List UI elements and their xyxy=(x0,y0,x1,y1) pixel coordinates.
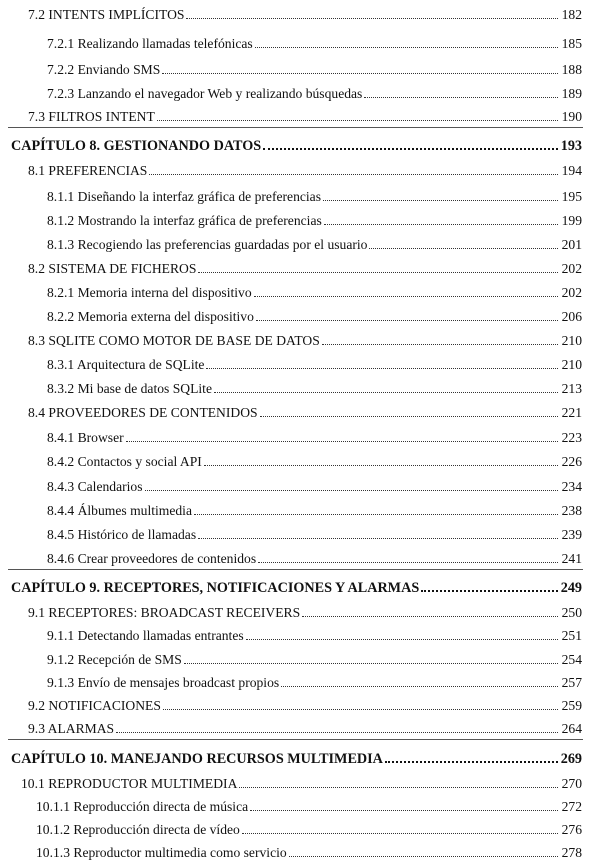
toc-entry-section xyxy=(0,717,600,737)
toc-entry-title: 8.3.1 Arquitectura de SQLite xyxy=(47,357,205,372)
toc-entry-page-number: 193 xyxy=(560,138,582,154)
toc-entry-section xyxy=(0,105,600,125)
dot-leader xyxy=(385,761,558,763)
dot-leader xyxy=(421,590,558,592)
toc-entry-page-number: 195 xyxy=(561,189,582,204)
toc-entry-title: CAPÍTULO 9. RECEPTORES, NOTIFICACIONES Y ALARMAS xyxy=(11,580,420,596)
toc-entry-title: 8.1 PREFERENCIAS xyxy=(28,163,148,178)
toc-entry-page-number: 234 xyxy=(561,479,582,494)
dot-leader xyxy=(198,272,558,273)
toc-entry-title: 8.4.1 Browser xyxy=(47,430,124,445)
toc-entry-subsection xyxy=(0,475,600,495)
toc-entry-page-number: 221 xyxy=(561,405,582,420)
toc-entry-subsection xyxy=(0,426,600,446)
dot-leader xyxy=(157,120,558,121)
toc-entry-title: 8.1.3 Recogiendo las preferencias guardadas por el usuario xyxy=(47,237,368,252)
dot-leader xyxy=(281,686,558,687)
toc-entry-title: CAPÍTULO 8. GESTIONANDO DATOS xyxy=(11,138,262,154)
toc-entry-title: 9.2 NOTIFICACIONES xyxy=(28,698,161,713)
toc-entry-subsection xyxy=(0,82,600,102)
dot-leader xyxy=(145,490,558,491)
dot-leader xyxy=(206,368,558,369)
dot-leader xyxy=(239,787,558,788)
toc-entry-subsection xyxy=(0,547,600,567)
dot-leader xyxy=(116,732,558,733)
toc-entry-subsection xyxy=(0,624,600,644)
dot-leader xyxy=(250,810,558,811)
toc-entry-title: 8.4.5 Histórico de llamadas xyxy=(47,527,197,542)
toc-entry-page-number: 210 xyxy=(561,333,582,348)
toc-entry-subsection xyxy=(0,841,600,861)
toc-entry-page-number: 223 xyxy=(561,430,582,445)
toc-entry-subsection xyxy=(0,305,600,325)
toc-entry-title: 8.4 PROVEEDORES DE CONTENIDOS xyxy=(28,405,258,420)
dot-leader xyxy=(214,392,558,393)
toc-entry-section xyxy=(0,601,600,621)
toc-entry-title: 10.1.3 Reproductor multimedia como servicio xyxy=(36,845,287,860)
dot-leader xyxy=(162,73,558,74)
toc-entry-subsection xyxy=(0,671,600,691)
dot-leader xyxy=(194,514,558,515)
toc-entry-page-number: 182 xyxy=(561,7,582,22)
toc-entry-page-number: 226 xyxy=(561,454,582,469)
toc-entry-subsection xyxy=(0,58,600,78)
toc-entry-page-number: 189 xyxy=(561,86,582,101)
toc-entry-title: 9.1.2 Recepción de SMS xyxy=(47,652,182,667)
toc-entry-subsection xyxy=(0,523,600,543)
toc-entry-subsection xyxy=(0,648,600,668)
toc-entry-title: 7.2.2 Enviando SMS xyxy=(47,62,161,77)
toc-entry-section xyxy=(0,257,600,277)
dot-leader xyxy=(263,148,558,150)
section-divider xyxy=(8,127,583,128)
toc-entry-page-number: 239 xyxy=(561,527,582,542)
toc-entry-page-number: 194 xyxy=(561,163,582,178)
dot-leader xyxy=(255,47,558,48)
toc-entry-title: 8.2.2 Memoria externa del dispositivo xyxy=(47,309,254,324)
toc-entry-title: 8.2 SISTEMA DE FICHEROS xyxy=(28,261,197,276)
toc-entry-title: 8.4.4 Álbumes multimedia xyxy=(47,503,192,518)
dot-leader xyxy=(149,174,558,175)
toc-entry-page-number: 201 xyxy=(561,237,582,252)
dot-leader xyxy=(204,465,558,466)
toc-entry-page-number: 249 xyxy=(560,580,582,596)
toc-entry-page-number: 210 xyxy=(561,357,582,372)
toc-entry-chapter xyxy=(0,134,600,154)
toc-entry-page-number: 202 xyxy=(561,261,582,276)
toc-entry-title: CAPÍTULO 10. MANEJANDO RECURSOS MULTIMEDIA xyxy=(11,751,383,767)
toc-entry-page-number: 241 xyxy=(561,551,582,566)
toc-entry-subsection xyxy=(0,209,600,229)
toc-entry-section xyxy=(0,401,600,421)
toc-entry-page-number: 251 xyxy=(561,628,582,643)
toc-entry-page-number: 238 xyxy=(561,503,582,518)
dot-leader xyxy=(302,616,558,617)
toc-entry-section xyxy=(0,3,600,23)
dot-leader xyxy=(322,344,558,345)
dot-leader xyxy=(184,663,558,664)
dot-leader xyxy=(289,856,558,857)
toc-entry-chapter xyxy=(0,747,600,767)
toc-entry-title: 8.4.2 Contactos y social API xyxy=(47,454,202,469)
toc-entry-page-number: 199 xyxy=(561,213,582,228)
dot-leader xyxy=(186,18,558,19)
toc-entry-subsection xyxy=(0,818,600,838)
toc-entry-title: 9.1.1 Detectando llamadas entrantes xyxy=(47,628,244,643)
toc-entry-subsection xyxy=(0,450,600,470)
toc-entry-subsection xyxy=(0,32,600,52)
toc-entry-subsection xyxy=(0,281,600,301)
toc-entry-page-number: 206 xyxy=(561,309,582,324)
toc-entry-title: 9.1 RECEPTORES: BROADCAST RECEIVERS xyxy=(28,605,301,620)
toc-entry-page-number: 278 xyxy=(561,845,582,860)
toc-entry-section xyxy=(0,772,600,792)
toc-entry-page-number: 188 xyxy=(561,62,582,77)
toc-entry-title: 8.3.2 Mi base de datos SQLite xyxy=(47,381,212,396)
section-divider xyxy=(8,739,583,740)
toc-entry-subsection xyxy=(0,377,600,397)
dot-leader xyxy=(258,562,558,563)
toc-entry-title: 8.1.2 Mostrando la interfaz gráfica de preferencias xyxy=(47,213,322,228)
toc-entry-title: 8.4.6 Crear proveedores de contenidos xyxy=(47,551,257,566)
dot-leader xyxy=(369,248,558,249)
toc-entry-page-number: 270 xyxy=(561,776,582,791)
dot-leader xyxy=(323,200,558,201)
toc-entry-subsection xyxy=(0,185,600,205)
toc-entry-page-number: 250 xyxy=(561,605,582,620)
toc-entry-section xyxy=(0,329,600,349)
toc-entry-subsection xyxy=(0,353,600,373)
toc-entry-subsection xyxy=(0,795,600,815)
dot-leader xyxy=(242,833,558,834)
toc-entry-section xyxy=(0,694,600,714)
toc-entry-title: 10.1.1 Reproducción directa de música xyxy=(36,799,249,814)
toc-entry-subsection xyxy=(0,499,600,519)
toc-entry-page-number: 272 xyxy=(561,799,582,814)
dot-leader xyxy=(256,320,558,321)
dot-leader xyxy=(126,441,558,442)
toc-entry-page-number: 190 xyxy=(561,109,582,124)
dot-leader xyxy=(163,709,558,710)
toc-entry-title: 10.1.2 Reproducción directa de vídeo xyxy=(36,822,240,837)
toc-entry-page-number: 202 xyxy=(561,285,582,300)
toc-entry-page-number: 213 xyxy=(561,381,582,396)
dot-leader xyxy=(324,224,558,225)
toc-entry-title: 8.2.1 Memoria interna del dispositivo xyxy=(47,285,252,300)
toc-entry-title: 7.2.3 Lanzando el navegador Web y realizando búsquedas xyxy=(47,86,363,101)
toc-entry-title: 10.1 REPRODUCTOR MULTIMEDIA xyxy=(21,776,238,791)
dot-leader xyxy=(254,296,558,297)
section-divider xyxy=(8,569,583,570)
toc-entry-chapter xyxy=(0,576,600,596)
toc-entry-page-number: 269 xyxy=(560,751,582,767)
dot-leader xyxy=(260,416,558,417)
toc-entry-page-number: 264 xyxy=(561,721,582,736)
toc-entry-page-number: 276 xyxy=(561,822,582,837)
toc-entry-page-number: 254 xyxy=(561,652,582,667)
toc-entry-page-number: 257 xyxy=(561,675,582,690)
toc-entry-title: 7.2.1 Realizando llamadas telefónicas xyxy=(47,36,253,51)
toc-entry-subsection xyxy=(0,233,600,253)
toc-entry-section xyxy=(0,159,600,179)
dot-leader xyxy=(246,639,558,640)
dot-leader xyxy=(198,538,558,539)
toc-entry-title: 8.1.1 Diseñando la interfaz gráfica de preferencias xyxy=(47,189,321,204)
dot-leader xyxy=(364,97,558,98)
toc-entry-page-number: 259 xyxy=(561,698,582,713)
toc-entry-title: 8.3 SQLITE COMO MOTOR DE BASE DE DATOS xyxy=(28,333,320,348)
toc-entry-title: 7.2 INTENTS IMPLÍCITOS xyxy=(28,7,185,22)
toc-entry-title: 9.1.3 Envío de mensajes broadcast propios xyxy=(47,675,280,690)
toc-entry-title: 9.3 ALARMAS xyxy=(28,721,115,736)
toc-entry-title: 8.4.3 Calendarios xyxy=(47,479,143,494)
toc-entry-title: 7.3 FILTROS INTENT xyxy=(28,109,155,124)
toc-entry-page-number: 185 xyxy=(561,36,582,51)
